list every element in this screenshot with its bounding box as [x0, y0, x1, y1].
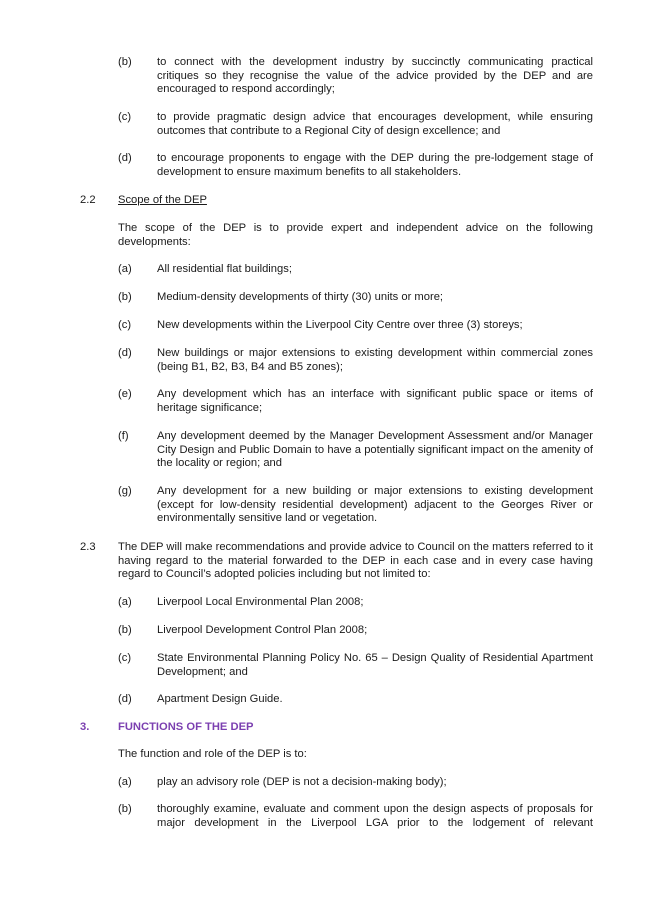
list-item	[118, 111, 593, 139]
list-item-text: New buildings or major extensions to existing development within commercial zones (being B1, B2, B3, B4 and B5 zones);	[157, 347, 593, 373]
list-item-text: Medium-density developments of thirty (30) units or more;	[157, 291, 444, 303]
list-item-text: New developments within the Liverpool City Centre over three (3) storeys;	[157, 319, 523, 331]
list-item	[118, 263, 593, 277]
list-item	[118, 152, 593, 180]
list-item-label: (a)	[118, 263, 132, 275]
list-item-text: to encourage proponents to engage with the DEP during the pre-lodgement stage of development to ensure maximum benefits to all stakeholders.	[157, 152, 593, 178]
list-item-label: (d)	[118, 693, 132, 705]
section-intro: The DEP will make recommendations and provide advice to Council on the matters referred to it having regard to the material forwarded to the DEP in each case and in every case having regard to Council’s adopted policies including but not limited to:	[118, 541, 593, 581]
list-item-label: (a)	[118, 776, 132, 788]
list-item	[118, 693, 593, 707]
list-item-label: (b)	[118, 624, 132, 636]
section-heading: Scope of the DEP	[118, 194, 207, 206]
list-item	[118, 652, 593, 680]
section-number: 2.2	[80, 194, 96, 206]
list-item-text: Any development which has an interface with significant public space or items of heritage significance;	[157, 388, 593, 414]
list-item	[118, 430, 593, 471]
section-heading: FUNCTIONS OF THE DEP	[118, 721, 254, 733]
list-item-label: (e)	[118, 388, 132, 400]
section-intro: The scope of the DEP is to provide expert and independent advice on the following developments:	[118, 222, 593, 248]
section-intro: The function and role of the DEP is to:	[118, 748, 307, 760]
list-item-text: Apartment Design Guide.	[157, 693, 283, 705]
list-item-label: (a)	[118, 596, 132, 608]
list-item	[118, 624, 593, 638]
list-item-text: Any development deemed by the Manager Development Assessment and/or Manager City Design and Public Domain to have a potentially significant impact on the amenity of the locality or region; and	[157, 430, 593, 470]
list-item	[118, 485, 593, 526]
list-item-text: play an advisory role (DEP is not a decision-making body);	[157, 776, 447, 788]
list-item	[118, 388, 593, 416]
section-number: 3.	[80, 721, 90, 733]
list-item-label: (b)	[118, 291, 132, 303]
section-number: 2.3	[80, 541, 96, 553]
list-item-text: to provide pragmatic design advice that encourages development, while ensuring outcomes that contribute to a Regional City of design excellence; and	[157, 111, 593, 137]
list-item	[118, 319, 593, 333]
list-item-text: thoroughly examine, evaluate and comment upon the design aspects of proposals for major development in the Liverpool LGA prior to the lodgement of relevant	[157, 803, 593, 829]
list-item-label: (c)	[118, 319, 132, 331]
list-item	[118, 803, 593, 831]
list-item-label: (b)	[118, 803, 132, 815]
list-item-text: State Environmental Planning Policy No. 65 – Design Quality of Residential Apartment Development; and	[157, 652, 593, 678]
list-item-label: (g)	[118, 485, 132, 497]
list-item	[118, 596, 593, 610]
list-item-label: (d)	[118, 152, 132, 164]
list-item	[118, 291, 593, 305]
list-item-text: Liverpool Development Control Plan 2008;	[157, 624, 368, 636]
list-item-label: (f)	[118, 430, 129, 442]
list-item-label: (c)	[118, 111, 132, 123]
list-item	[118, 347, 593, 375]
list-item-label: (d)	[118, 347, 132, 359]
list-item-text: Liverpool Local Environmental Plan 2008;	[157, 596, 364, 608]
list-item-text: Any development for a new building or major extensions to existing development (except for low-density residential development) adjacent to the Georges River or environmentally sensitive land or vegetation.	[157, 485, 593, 525]
list-item-text: All residential flat buildings;	[157, 263, 292, 275]
list-item-label: (c)	[118, 652, 132, 664]
list-item	[118, 776, 593, 790]
list-item-label: (b)	[118, 56, 132, 68]
list-item-text: to connect with the development industry by succinctly communicating practical critiques so they recognise the value of the advice provided by the DEP and are encouraged to respond accordingly;	[157, 56, 593, 96]
list-item	[118, 56, 593, 97]
